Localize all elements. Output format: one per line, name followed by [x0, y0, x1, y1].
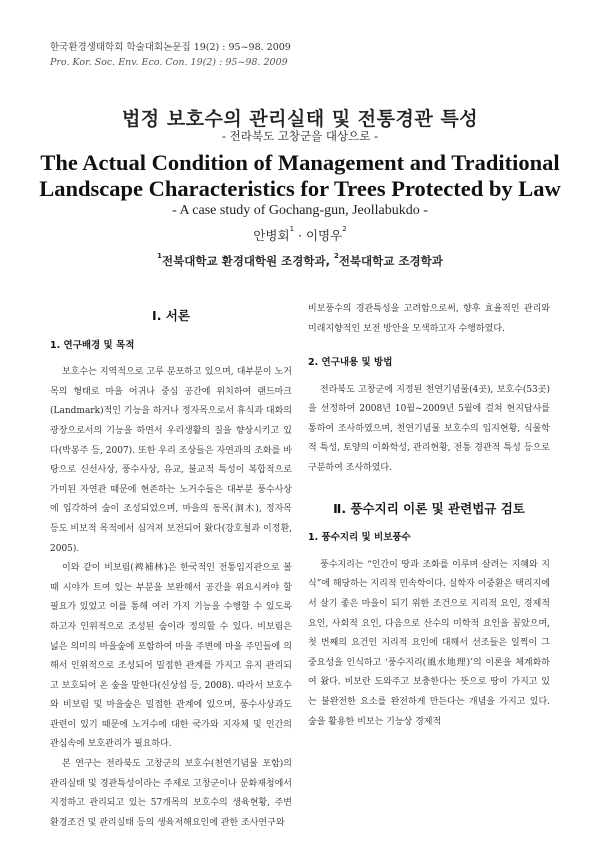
author-name: 안병회: [253, 228, 290, 243]
subsection-heading: 2. 연구내용 및 방법: [308, 357, 393, 368]
subsection-heading: 1. 연구배경 및 목적: [50, 339, 135, 351]
affiliations: [0, 253, 600, 269]
author-list: [0, 226, 600, 244]
section-heading: Ⅰ. 서론: [152, 308, 190, 323]
paragraph: 보호수는 지역적으로 고루 분포하고 있으며, 대부분이 노거목의 형태로 마을 어귀나 중심 공간에 위치하여 랜드마크(Landmark)적인 기능을 하거나 정자목으로서 휴식과 대화의 광장으로서의 기능을 하면서 우리생활의 질을 향상시키고 있다(박봉주 등, 2007). 또한 우리 조상들은 자연과의 조화를 바탕으로 신선사상, 풍수사상, 유교, 불교적 특성이 복합적으로 가미된 자연관 때문에 현존하는 노거수들은 대부분 풍수사상에 입각하여 숲이 조성되었으며, 마을의 동목(洞木), 정자목 등도 비보적 목적에서 심겨져 보전되어 왔다(강호철과 이정환, 2005).: [50, 367, 292, 554]
paper-title-en: The Actual Condition of Management and Traditional Landscape Characteristics for Trees Protected by Law: [39, 150, 561, 201]
journal-citation-en: Pro. Kor. Soc. Env. Eco. Con. 19(2) : 95~98. 2009: [50, 57, 288, 68]
affiliation-mark: 1: [157, 252, 163, 260]
affiliation-mark: 2: [333, 252, 339, 260]
paper-title-kr: 법정 보호수의 관리실태 및 전통경관 특성: [121, 108, 479, 130]
journal-header: [50, 40, 291, 70]
right-column-top: [308, 300, 550, 339]
paragraph: 전라북도 고창군에 지정된 천연기념물(4곳), 보호수(53곳)을 선정하여 2008년 10월~2009년 5월에 걸쳐 현지답사를 통하여 조사하였으며, 천연기념물 보호수의 입지현황, 식물학적 특성, 토양의 이화학성, 관리현황, 전통 경관적 특성 등으로 구분하여 조사하였다.: [308, 384, 550, 473]
subsection-heading: 1. 풍수지리 및 비보풍수: [308, 532, 411, 544]
paragraph: 이와 같이 비보림(裨補林)은 한국적인 전통임지관으로 볼 때 시야가 트여 있는 부분을 보완해서 공간을 위요시켜야 할 필요가 있었고 이를 통해 여러 가지 기능을 수행할 수 있도록 하고자 인위적으로 조성된 숲이라 정의할 수 있다. 비보림은 넓은 의미의 마을숲에 포함하여 마을 주변에 마을 주민들에 의해서 인위적으로 조성되어 밀접한 관계를 가지고 유지 관리되고 보호되어 온 숲을 말한다(신상섭 등, 2008). 따라서 보호수와 비보림 및 마을숲은 밀접한 관계에 있으며, 풍수사상과도 관련이 있기 때문에 노거수에 대한 국가와 지자체 및 인간의 관심속에 보호관리가 필요하다.: [50, 563, 292, 750]
paper-subtitle-kr: - 전라북도 고창군을 대상으로 -: [221, 129, 379, 143]
affiliation-text: 전북대학교 조경학과: [338, 254, 443, 268]
paragraph: 풍수지리는 “인간이 땅과 조화를 이루며 살려는 지혜와 지식”에 해당하는 지리적 민속학이다. 실학자 이중환은 택리지에서 살기 좋은 마을이 되기 위한 조건으로 지리적 요인, 경제적 요인, 사회적 요인, 다음으로 산수의 미학적 요인을 꼽았으며, 첫 번째의 요건인 지리적 요인에 대해서 선조들은 일찍이 그 중요성을 인식하고 ‘풍수지리(風水地理)’의 이론을 체계화하여 왔다. 비보란 도와주고 보충한다는 뜻으로 땅이 가지고 있는 불완전한 요소를 완전하게 만든다는 개념을 가지고 있다. 숲을 활용한 비보는 기능상 경제적: [308, 559, 550, 727]
paragraph-continuation: 비보풍수의 경관특성을 고려함으로써, 향후 효율적인 관리와 미래지향적인 보전 방안을 모색하고자 수행하였다.: [308, 304, 550, 334]
journal-citation-kr: 한국환경생태학회 학술대회논문집 19(2) : 95~98. 2009: [50, 42, 291, 53]
section-heading: Ⅱ. 풍수지리 이론 및 관련법규 검토: [333, 500, 525, 516]
author-affiliation-mark: 1: [289, 225, 295, 233]
paper-subtitle-en: - A case study of Gochang-gun, Jeollabukdo -: [172, 203, 428, 218]
left-column: [50, 300, 292, 833]
right-column: [308, 349, 550, 732]
author-name: 이명우: [305, 228, 343, 243]
paragraph: 본 연구는 전라북도 고창군의 보호수(천연기념물 포함)의 관리실태 및 경관특성이라는 주제로 고창군이나 문화재청에서 지정하고 관리되고 있는 57개목의 보호수의 생육현황, 주변 환경조건 및 관리실태 등의 생육저해요인에 관한 조사연구와: [50, 759, 292, 828]
author-separator: ·: [294, 228, 306, 243]
author-affiliation-mark: 2: [342, 225, 347, 233]
affiliation-text: 전북대학교 환경대학원 조경학과,: [162, 254, 334, 268]
